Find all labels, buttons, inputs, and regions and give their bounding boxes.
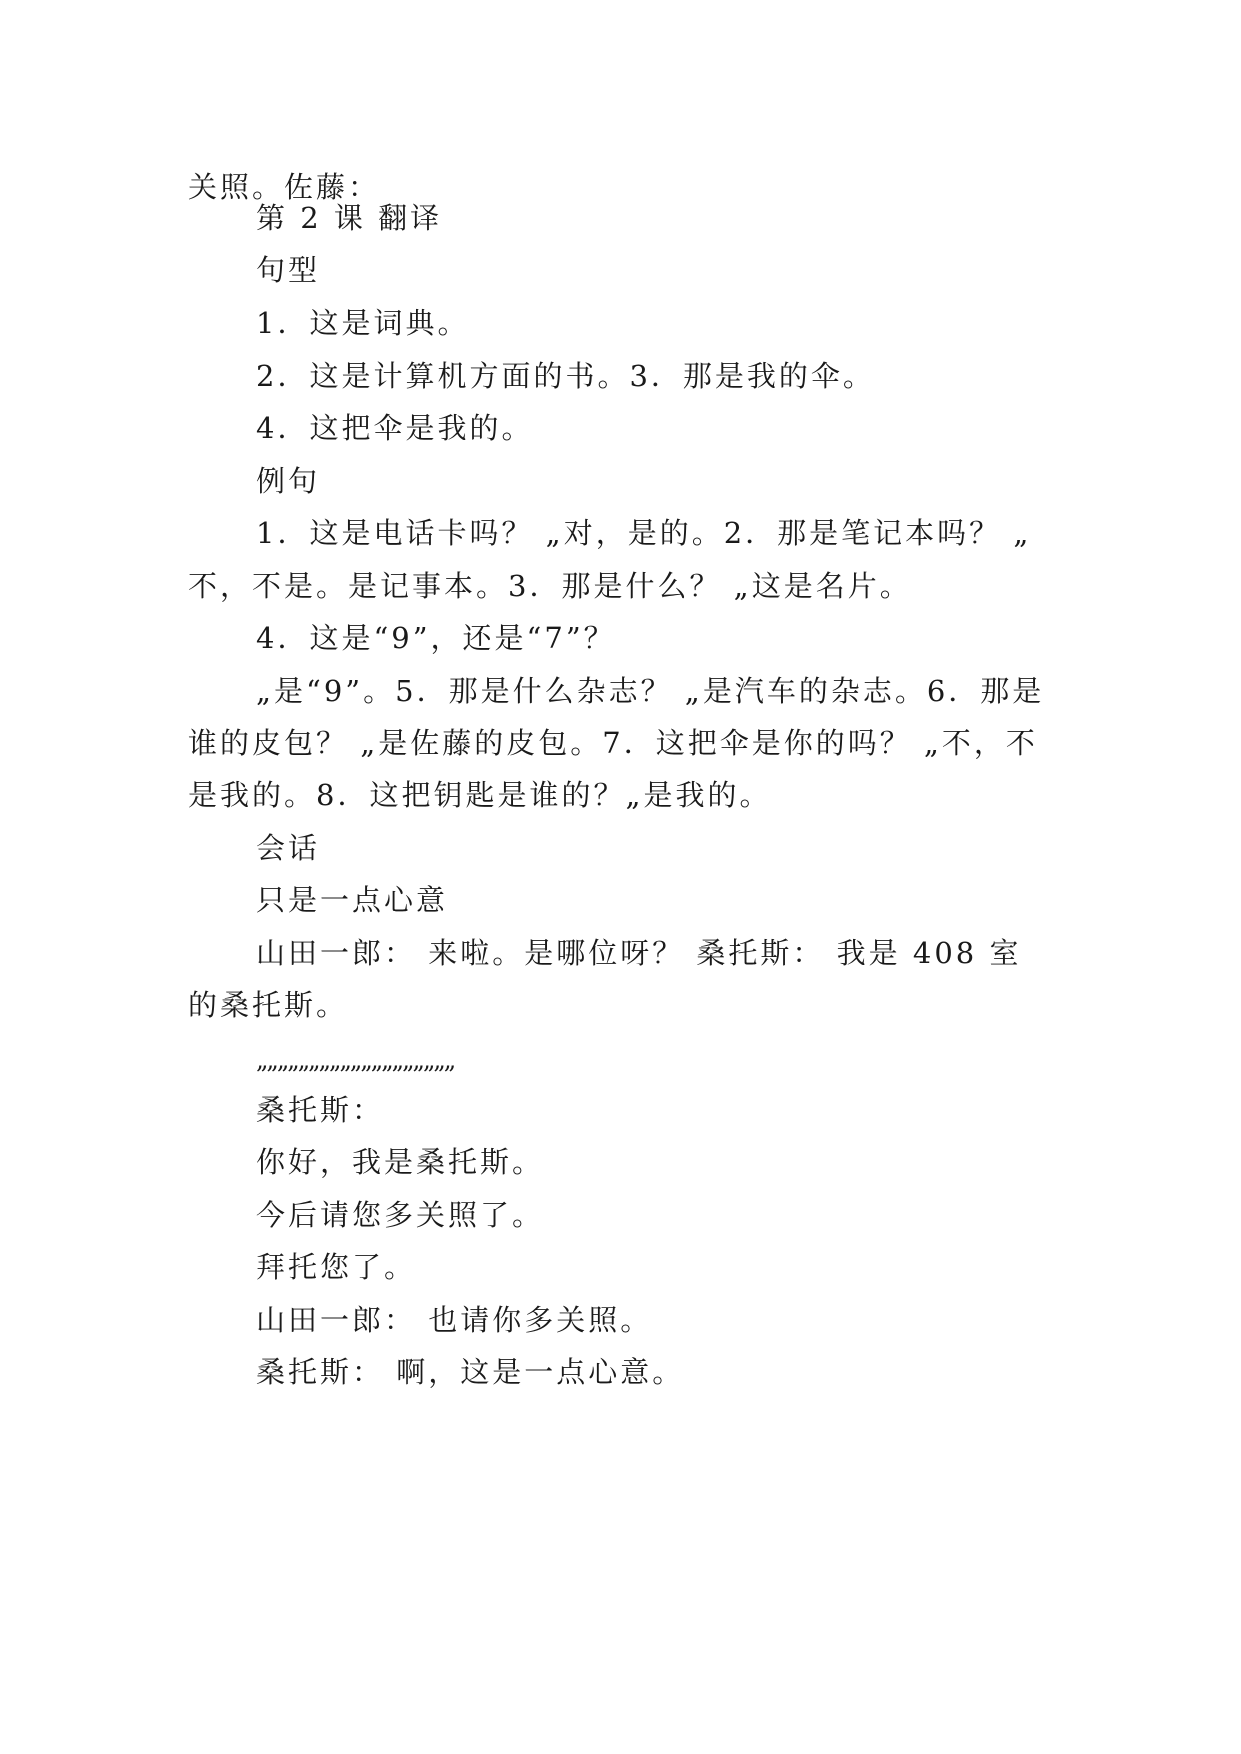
text-line: 是我的。8．这把钥匙是谁的？„是我的。 [188,778,772,812]
dialogue-line: 桑托斯： 啊，这是一点心意。 [256,1355,685,1389]
section-heading-conversation: 会话 [256,831,321,865]
dialogue-line: 山田一郎： 来啦。是哪位呀？ 桑托斯： 我是 408 室 [256,936,1022,970]
speaker-label: 桑托斯： [256,1093,385,1127]
text-line: 1．这是电话卡吗？ „对，是的。2．那是笔记本吗？ „ [256,516,1032,550]
text-line: 不，不是。是记事本。3．那是什么？ „这是名片。 [188,569,912,603]
dialogue-line: 的桑托斯。 [188,988,349,1022]
text-line: 4．这是“9”，还是“7”？ [256,621,616,655]
dialogue-line: 山田一郎： 也请你多关照。 [256,1303,653,1337]
lesson-heading: 第 2 课 翻译 [256,201,443,235]
dialogue-line: 你好，我是桑托斯。 [256,1145,545,1179]
text-line: „是“9”。5．那是什么杂志？ „是汽车的杂志。6．那是 [256,674,1045,708]
text-line: 4．这把伞是我的。 [256,411,534,445]
dialogue-line: 今后请您多关照了。 [256,1198,545,1232]
separator-marks: „„„„„„„„„„„„„„„„„„„ [256,1046,455,1074]
section-heading-example-sentences: 例句 [256,464,321,498]
text-line: 谁的皮包？ „是佐藤的皮包。7．这把伞是你的吗？ „不，不 [188,726,1038,760]
section-heading-sentence-patterns: 句型 [256,253,321,287]
conversation-title: 只是一点心意 [256,883,449,917]
dialogue-line: 拜托您了。 [256,1250,417,1284]
text-line: 关照。佐藤： [188,170,381,204]
text-line: 2．这是计算机方面的书。3．那是我的伞。 [256,359,875,393]
text-line: 1．这是词典。 [256,306,470,340]
